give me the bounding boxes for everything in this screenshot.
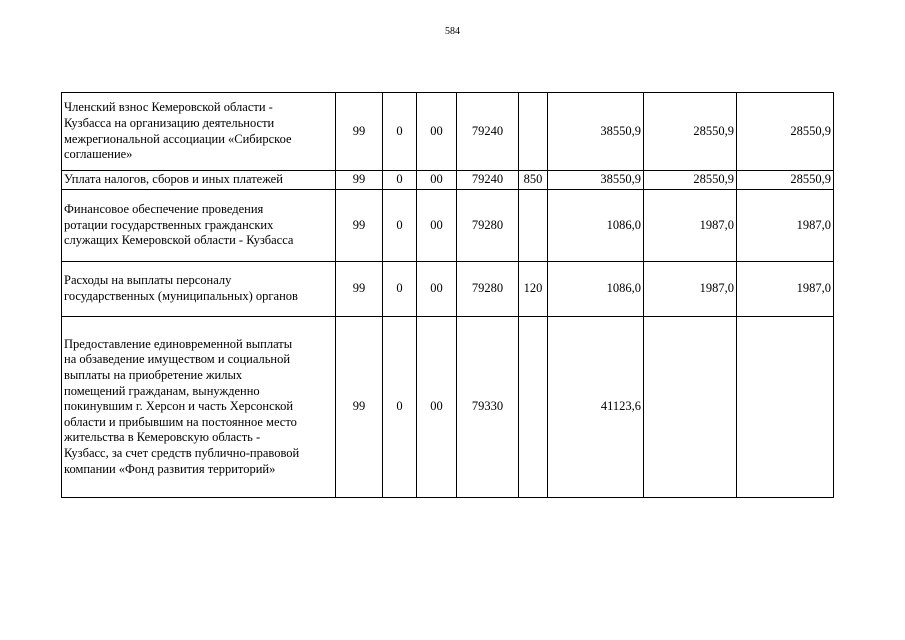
amount-2: 1987,0 — [644, 262, 737, 317]
program-code: 00 — [417, 93, 457, 171]
table-row — [62, 262, 834, 317]
amount-3: 1987,0 — [737, 190, 834, 262]
subsection-code: 0 — [383, 262, 417, 317]
row-description — [62, 171, 336, 190]
program-code: 00 — [417, 317, 457, 498]
description-line: выплаты на приобретение жилых — [64, 368, 243, 383]
amount-2: 28550,9 — [644, 171, 737, 190]
section-code: 99 — [336, 93, 383, 171]
subsection-code: 0 — [383, 317, 417, 498]
description-line: помещений гражданам, вынужденно — [64, 383, 260, 398]
description-line: Кузбасса на организацию деятельности — [64, 115, 275, 130]
program-code: 00 — [417, 262, 457, 317]
amount-1: 1086,0 — [548, 262, 644, 317]
table-row — [62, 171, 834, 190]
row-description — [62, 317, 336, 498]
expense-type-code: 850 — [519, 171, 548, 190]
description-line: служащих Кемеровской области - Кузбасса — [64, 233, 294, 248]
section-code: 99 — [336, 190, 383, 262]
expense-type-code: 120 — [519, 262, 548, 317]
program-code: 00 — [417, 190, 457, 262]
description-line: Кузбасс, за счет средств публично-правовой — [64, 445, 300, 460]
section-code: 99 — [336, 171, 383, 190]
description-line: государственных (муниципальных) органов — [64, 289, 298, 303]
description-line: соглашение» — [64, 147, 133, 162]
description-line: ротации государственных гражданских — [64, 217, 274, 232]
expense-type-code — [519, 190, 548, 262]
section-code: 99 — [336, 317, 383, 498]
amount-1: 1086,0 — [548, 190, 644, 262]
description-line: Предоставление единовременной выплаты — [64, 336, 293, 351]
description-line: покинувшим г. Херсон и часть Херсонской — [64, 399, 294, 414]
expense-type-code — [519, 93, 548, 171]
description-line: компании «Фонд развития территорий» — [64, 461, 276, 476]
row-description — [62, 262, 336, 317]
direction-code: 79280 — [457, 190, 519, 262]
budget-table — [61, 92, 834, 498]
table-row — [62, 190, 834, 262]
direction-code: 79330 — [457, 317, 519, 498]
amount-3: 28550,9 — [737, 171, 834, 190]
subsection-code: 0 — [383, 171, 417, 190]
amount-2 — [644, 317, 737, 498]
amount-3 — [737, 317, 834, 498]
direction-code: 79240 — [457, 171, 519, 190]
expense-type-code — [519, 317, 548, 498]
row-description — [62, 190, 336, 262]
amount-1: 38550,9 — [548, 93, 644, 171]
description-line: Расходы на выплаты персоналу — [64, 273, 232, 288]
section-code: 99 — [336, 262, 383, 317]
description-line: жительства в Кемеровскую область - — [64, 430, 261, 445]
description-line: на обзаведение имуществом и социальной — [64, 352, 291, 367]
description-line: Уплата налогов, сборов и иных платежей — [64, 172, 283, 187]
row-description — [62, 93, 336, 171]
description-line: области и прибывшим на постоянное место — [64, 414, 297, 429]
direction-code: 79280 — [457, 262, 519, 317]
direction-code: 79240 — [457, 93, 519, 171]
amount-1: 41123,6 — [548, 317, 644, 498]
table-row — [62, 93, 834, 171]
description-line: Членский взнос Кемеровской области - — [64, 100, 273, 115]
amount-2: 28550,9 — [644, 93, 737, 171]
subsection-code: 0 — [383, 190, 417, 262]
subsection-code: 0 — [383, 93, 417, 171]
program-code: 00 — [417, 171, 457, 190]
amount-1: 38550,9 — [548, 171, 644, 190]
amount-2: 1987,0 — [644, 190, 737, 262]
page-number: 584 — [445, 26, 460, 37]
amount-3: 1987,0 — [737, 262, 834, 317]
description-line: межрегиональной ассоциации «Сибирское — [64, 131, 292, 146]
description-line: Финансовое обеспечение проведения — [64, 202, 264, 217]
table-row — [62, 317, 834, 498]
amount-3: 28550,9 — [737, 93, 834, 171]
